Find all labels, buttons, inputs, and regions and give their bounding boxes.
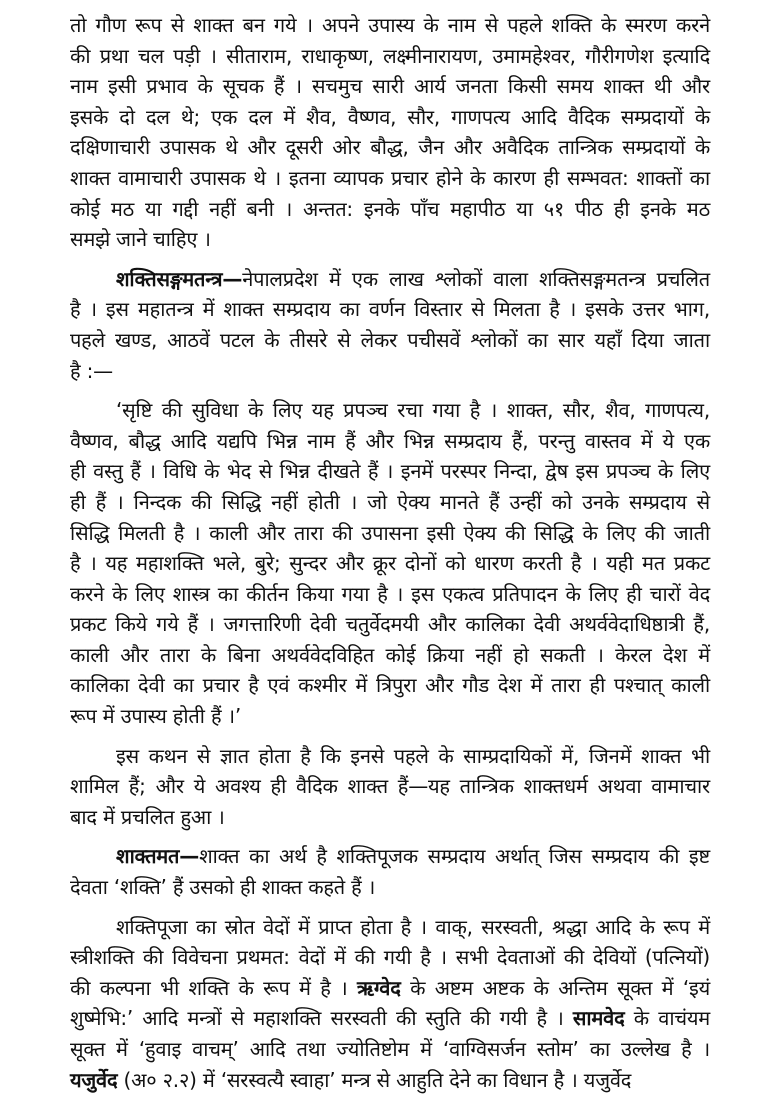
text-line: [70, 356, 710, 387]
text-line: [70, 942, 710, 973]
text-line: [70, 426, 710, 457]
text-segment: कोई मठ या गद्दी नहीं बनी । अन्तत: इनके पाँच महापीठ या ५१ पीठ ही इनके मठ: [70, 196, 710, 221]
text-line: [70, 395, 710, 426]
text-line: [70, 1003, 710, 1034]
paragraph: [70, 395, 710, 732]
text-segment: इसके दो दल थे; एक दल में शैव, वैष्णव, सौर, गाणपत्य आदि वैदिक सम्प्रदायों के: [70, 104, 710, 129]
text-line: [70, 872, 710, 903]
text-segment: दक्षिणाचारी उपासक थे और दूसरी ओर बौद्ध, जैन और अवैदिक तान्त्रिक सम्प्रदायों के: [70, 135, 710, 160]
paragraph: [70, 10, 710, 255]
text-line: [70, 71, 710, 102]
text-line: [70, 456, 710, 487]
text-line: [70, 194, 710, 225]
text-segment: शाक्त वामाचारी उपासक थे । इतना व्यापक प्रचार होने के कारण ही सम्भवत: शाक्तों का: [70, 165, 710, 190]
text-line: [70, 41, 710, 72]
text-segment: सूक्त में ‘हुवाइ वाचम्’ आदि तथा ज्योतिष्टोम में ‘वाग्विसर्जन स्तोम’ का उल्लेख है ।: [70, 1037, 710, 1061]
text-segment: शक्तिपूजा का स्रोत वेदों में प्राप्त होता है । वाक्, सरस्वती, श्रद्धा आदि के रूप में: [116, 914, 710, 939]
text-line: [70, 841, 710, 872]
text-segment: के अष्टम अष्टक के अन्तिम सूक्त में ‘इयं: [400, 975, 710, 1000]
text-segment: स्त्रीशक्ति की विवेचना प्रथमत: वेदों में की गयी है । सभी देवताओं की देवियों (पत्नियों): [70, 945, 710, 970]
text-segment: तो गौण रूप से शाक्त बन गये । अपने उपास्य के नाम से पहले शक्ति के स्मरण करने: [70, 13, 710, 37]
text-segment: सिद्धि मिलती है । काली और तारा की उपासना इसी ऐक्य की सिद्धि के लिए की जाती: [70, 520, 710, 545]
text-segment: की कल्पना भी शक्ति के रूप में है ।: [70, 975, 357, 1000]
text-line: [70, 548, 710, 579]
text-line: [70, 579, 710, 610]
text-line: [70, 912, 710, 943]
text-segment: (अ० २.२) में ‘सरस्वत्यै स्वाहा’ मन्त्र से आहुति देने का विधान है । यजुर्वेद: [117, 1067, 632, 1092]
text-line: [70, 1034, 710, 1065]
text-line: [70, 294, 710, 325]
text-segment: समझे जाने चाहिए ।: [70, 227, 211, 252]
paragraph: [70, 741, 710, 833]
text-line: [70, 701, 710, 732]
text-line: [70, 973, 710, 1004]
text-segment: शामिल हैं; और ये अवश्य ही वैदिक शाक्त हैं—यह तान्त्रिक शाक्तधर्म अथवा वामाचार: [70, 774, 710, 799]
text-line: [70, 487, 710, 518]
text-segment: शाक्त का अर्थ है शक्तिपूजक सम्प्रदाय अर्थात् जिस सम्प्रदाय की इष्ट: [199, 844, 710, 869]
bold-term: सामवेद: [572, 1006, 625, 1031]
text-segment: बाद में प्रचलित हुआ ।: [70, 804, 225, 829]
text-segment: के वाचंयम: [624, 1006, 710, 1031]
bold-term: यजुर्वेद: [70, 1067, 118, 1092]
paragraph: [70, 264, 710, 386]
text-line: [70, 741, 710, 772]
text-segment: काली और तारा के बिना अथर्ववेदविहित कोई क्रिया नहीं हो सकती । केरल देश में: [70, 642, 710, 667]
document-page: [70, 10, 710, 1095]
text-line: [70, 640, 710, 671]
text-segment: शुष्मेभि:’ आदि मन्त्रों से महाशक्ति सरस्वती की स्तुति की गयी है ।: [70, 1006, 573, 1031]
text-line: [70, 264, 710, 295]
text-line: [70, 224, 710, 255]
text-segment: ही हैं । निन्दक की सिद्धि नहीं होती । जो ऐक्य मानते हैं उन्हीं को उनके सम्प्रदाय से: [70, 489, 710, 514]
text-line: [70, 670, 710, 701]
text-line: [70, 609, 710, 640]
bold-term: शाक्तमत—: [116, 844, 200, 869]
paragraph: [70, 912, 710, 1096]
text-line: [70, 163, 710, 194]
paragraph: [70, 841, 710, 902]
bold-term: शक्तिसङ्गमतन्त्र—: [116, 266, 243, 291]
bold-term: ऋग्वेद: [357, 975, 401, 1000]
text-segment: नेपालप्रदेश में एक लाख श्लोकों वाला शक्तिसङ्गमतन्त्र प्रचलित: [242, 266, 710, 291]
text-segment: है । इस महातन्त्र में शाक्त सम्प्रदाय का वर्णन विस्तार से मिलता है । इसके उत्तर भाग,: [70, 297, 710, 322]
text-line: [70, 802, 710, 833]
text-segment: पहले खण्ड, आठवें पटल के तीसरे से लेकर पचीसवें श्लोकों का सार यहाँ दिया जाता: [70, 327, 710, 352]
text-segment: रूप में उपास्य होती हैं ।’: [70, 704, 242, 729]
text-line: [70, 518, 710, 549]
text-segment: ‘सृष्टि की सुविधा के लिए यह प्रपञ्च रचा गया है । शाक्त, सौर, शैव, गाणपत्य,: [116, 398, 710, 423]
text-segment: की प्रथा चल पड़ी । सीताराम, राधाकृष्ण, लक्ष्मीनारायण, उमामहेश्वर, गौरीगणेश इत्यादि: [70, 43, 710, 68]
text-segment: इस कथन से ज्ञात होता है कि इनसे पहले के साम्प्रदायिकों में, जिनमें शाक्त भी: [116, 743, 710, 768]
text-segment: नाम इसी प्रभाव के सूचक हैं । सचमुच सारी आर्य जनता किसी समय शाक्त थी और: [70, 74, 710, 99]
text-segment: है :—: [70, 358, 113, 383]
text-segment: करने के लिए शास्त्र का कीर्तन किया गया है । इस एकत्व प्रतिपादन के लिए ही चारों वेद: [70, 581, 710, 606]
text-segment: ही वस्तु हैं । विधि के भेद से भिन्न दीखते हैं । इनमें परस्पर निन्दा, द्वेष इस प्रपञ्च के लिए: [70, 459, 710, 484]
text-segment: कालिका देवी का प्रचार है एवं कश्मीर में त्रिपुरा और गौड देश में तारा ही पश्चात् काली: [70, 673, 710, 698]
text-segment: प्रकट किये गये हैं । जगत्तारिणी देवी चतुर्वेदमयी और कालिका देवी अथर्ववेदाधिष्ठात्री हैं,: [70, 612, 710, 637]
text-segment: देवता ‘शक्ति’ हैं उसको ही शाक्त कहते हैं ।: [70, 875, 376, 900]
text-line: [70, 10, 710, 41]
text-line: [70, 102, 710, 133]
text-line: [70, 325, 710, 356]
text-line: [70, 1065, 710, 1096]
text-segment: वैष्णव, बौद्ध आदि यद्यपि भिन्न नाम हैं और भिन्न सम्प्रदाय हैं, परन्तु वास्तव में ये एक: [70, 428, 710, 453]
text-line: [70, 132, 710, 163]
text-segment: है । यह महाशक्ति भले, बुरे; सुन्दर और क्रूर दोनों को धारण करती है । यही मत प्रकट: [70, 551, 710, 576]
text-line: [70, 771, 710, 802]
